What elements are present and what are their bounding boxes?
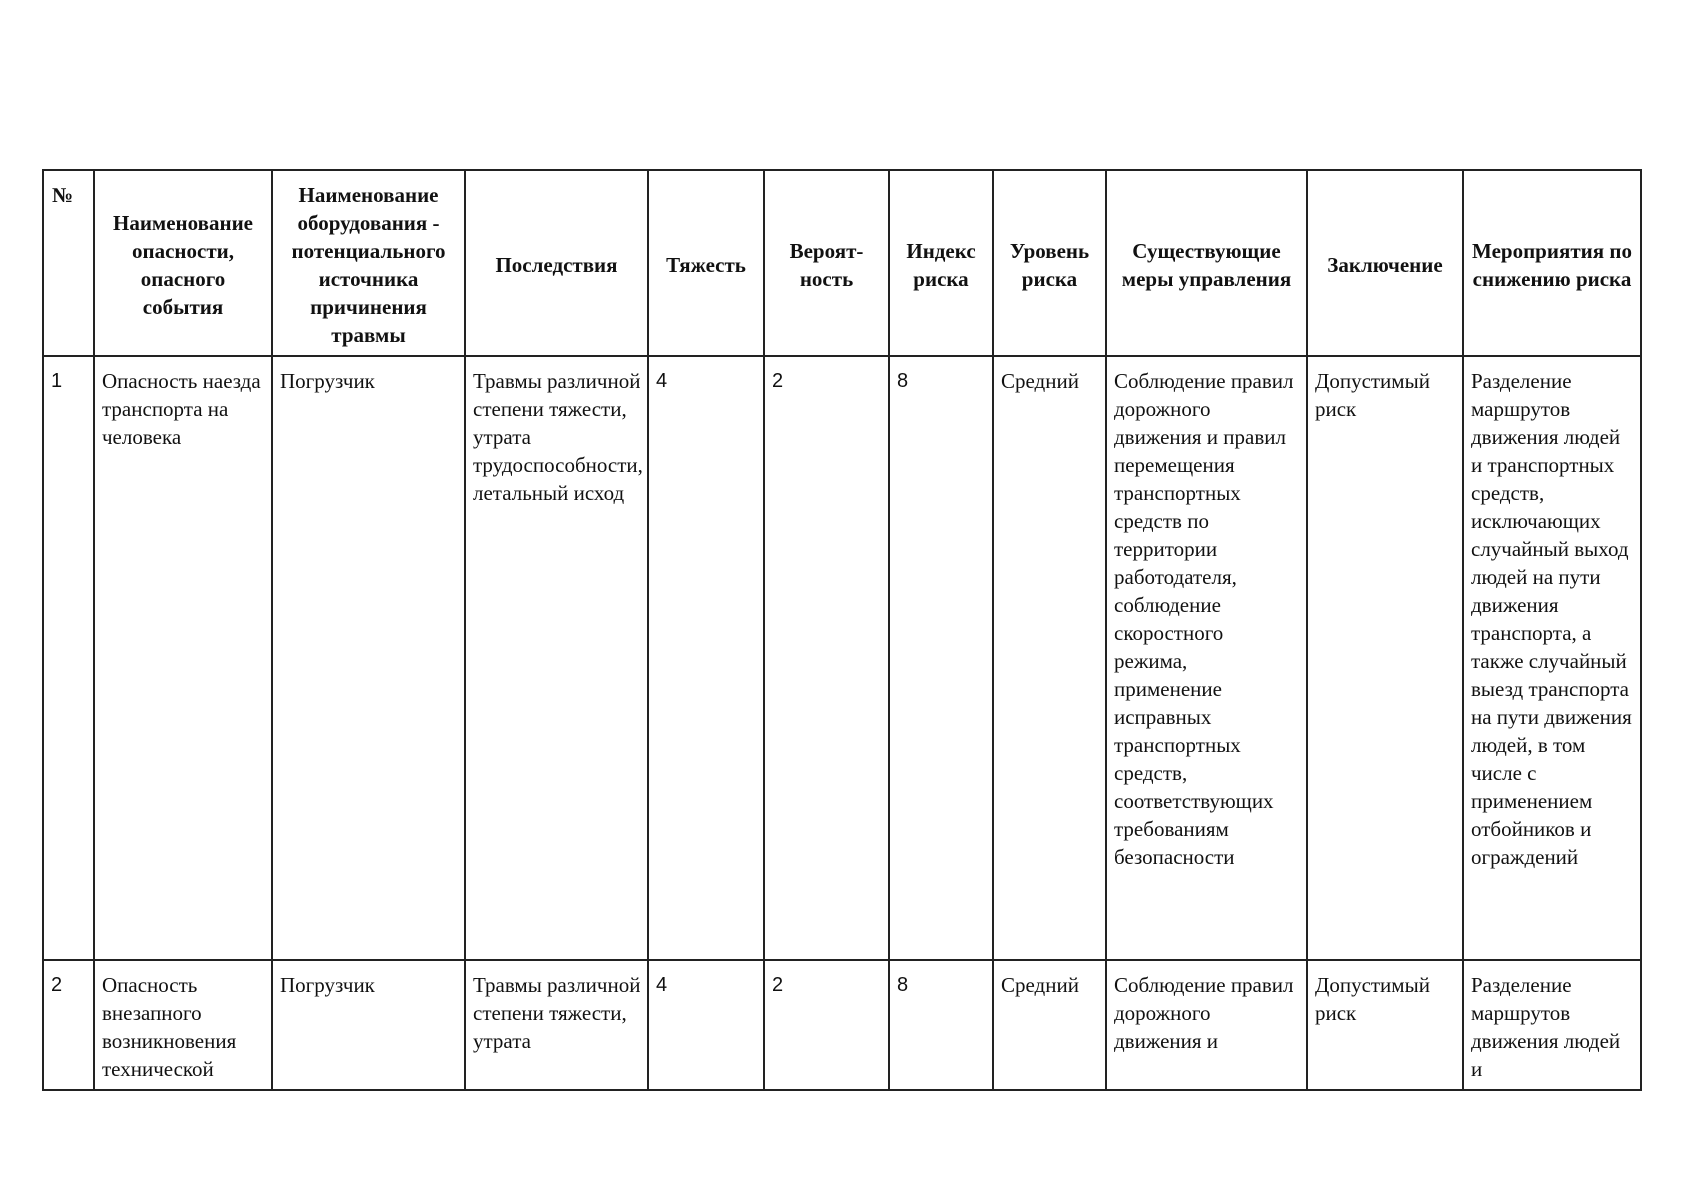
header-probability: Вероят-ность	[764, 170, 889, 356]
existing-measures-cell: Соблюдение правил дорожного движения и правил перемещения транспортных средств по территории работодателя, соблюдение скоростного режима, применение исправных транспортных средств, соответствующих требованиям безопасности	[1106, 356, 1307, 960]
table-header-row	[43, 170, 1641, 356]
conclusion-text: Допустимый риск	[1315, 973, 1430, 1025]
equipment-cell	[272, 960, 465, 1090]
hazard-cell	[94, 960, 272, 1090]
header-mitigation: Мероприятия по снижению риска	[1463, 170, 1641, 356]
header-hazard: Наименование опасности, опасного события	[94, 170, 272, 356]
consequences-cell	[465, 960, 648, 1090]
risk-index-cell	[889, 960, 993, 1090]
severity-text: 4	[656, 974, 668, 996]
equipment-text: Погрузчик	[280, 973, 375, 997]
row-number	[43, 960, 94, 1090]
probability-cell: 2	[764, 356, 889, 960]
probability-text: 2	[772, 974, 784, 996]
probability-cell	[764, 960, 889, 1090]
header-conclusion: Заключение	[1307, 170, 1463, 356]
mitigation-cell	[1463, 960, 1641, 1090]
header-severity: Тяжесть	[648, 170, 764, 356]
header-risk-level: Уровень риска	[993, 170, 1106, 356]
header-existing-measures: Существующие меры управления	[1106, 170, 1307, 356]
table-row	[43, 356, 1641, 960]
existing-measures-cell	[1106, 960, 1307, 1090]
conclusion-cell	[1307, 960, 1463, 1090]
severity-cell: 4	[648, 356, 764, 960]
risk-level-cell	[993, 960, 1106, 1090]
header-equipment: Наименование оборудования - потенциального источника причинения травмы	[272, 170, 465, 356]
risk-level-cell: Средний	[993, 356, 1106, 960]
hazard-text: Опасность внезапного возникновения технической	[102, 973, 237, 1081]
risk-assessment-table	[42, 169, 1642, 1091]
row-number-text: 2	[51, 974, 63, 996]
header-consequences: Последствия	[465, 170, 648, 356]
table-row	[43, 960, 1641, 1090]
mitigation-text: Разделение маршрутов движения людей и	[1471, 973, 1621, 1081]
mitigation-cell: Разделение маршрутов движения людей и транспортных средств, исключающих случайный выход людей на пути движения транспорта, а также случайный выезд транспорта на пути движения людей, в том числе с применением отбойников и ограждений	[1463, 356, 1641, 960]
conclusion-cell: Допустимый риск	[1307, 356, 1463, 960]
row-number: 1	[43, 356, 94, 960]
consequences-cell: Травмы различной степени тяжести, утрата трудоспособности, летальный исход	[465, 356, 648, 960]
consequences-text: Травмы различной степени тяжести, утрата	[473, 973, 641, 1053]
risk-level-text: Средний	[1001, 973, 1079, 997]
header-risk-index: Индекс риска	[889, 170, 993, 356]
existing-measures-text: Соблюдение правил дорожного движения и	[1114, 973, 1294, 1053]
severity-cell	[648, 960, 764, 1090]
risk-index-cell: 8	[889, 356, 993, 960]
equipment-cell: Погрузчик	[272, 356, 465, 960]
header-number: №	[43, 170, 94, 356]
risk-index-text: 8	[897, 974, 909, 996]
hazard-cell: Опасность наезда транспорта на человека	[94, 356, 272, 960]
